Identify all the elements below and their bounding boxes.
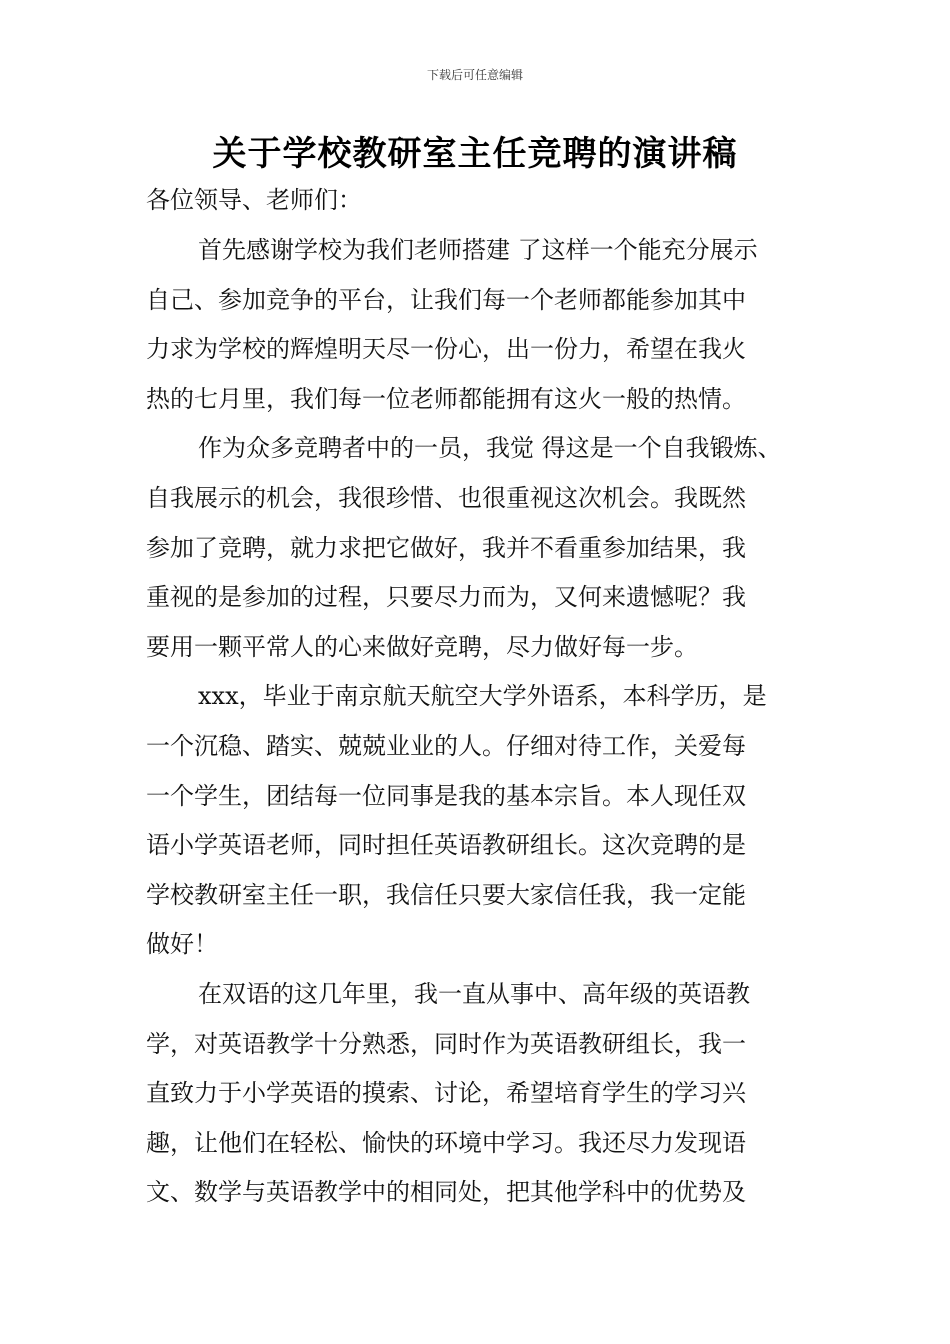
document-title: 关于学校教研室主任竞聘的演讲稿: [212, 134, 738, 174]
text-line: 要用一颗平常人的心来做好竞聘，尽力做好每一步。: [146, 632, 698, 661]
text-line: xxx，毕业于南京航天航空大学外语系，本科学历，是: [198, 682, 767, 711]
text-line: 学，对英语教学十分熟悉，同时作为英语教研组长，我一: [146, 1029, 746, 1058]
text-line: 力求为学校的辉煌明天尽一份心，出一份力，希望在我火: [146, 335, 746, 364]
header-note: 下载后可任意编辑: [426, 68, 523, 82]
text-line: 语小学英语老师，同时担任英语教研组长。这次竞聘的是: [146, 831, 746, 860]
text-line: 自己、参加竞争的平台，让我们每一个老师都能参加其中: [146, 285, 746, 314]
text-line: 直致力于小学英语的摸索、讨论，希望培育学生的学习兴: [146, 1079, 746, 1108]
text-line: 一个沉稳、踏实、兢兢业业的人。仔细对待工作，关爱每: [146, 731, 746, 760]
text-line: 热的七月里，我们每一位老师都能拥有这火一般的热情。: [146, 384, 746, 413]
body-text: [0, 226, 950, 1218]
salutation: 各位领导、老师们：: [146, 186, 362, 214]
text-line: 作为众多竞聘者中的一员，我觉 得这是一个自我锻炼、: [198, 434, 782, 463]
text-line: 重视的是参加的过程，只要尽力而为，又何来遗憾呢？我: [146, 583, 746, 612]
text-line: 在双语的这几年里，我一直从事中、高年级的英语教: [198, 979, 750, 1008]
text-line: 学校教研室主任一职，我信任只要大家信任我，我一定能: [146, 880, 746, 909]
text-line: 趣，让他们在轻松、愉快的环境中学习。我还尽力发现语: [146, 1128, 746, 1157]
text-line: 自我展示的机会，我很珍惜、也很重视这次机会。我既然: [146, 483, 746, 512]
text-line: 参加了竞聘，就力求把它做好，我并不看重参加结果，我: [146, 533, 746, 562]
text-line: 文、数学与英语教学中的相同处，把其他学科中的优势及: [146, 1178, 746, 1207]
text-line: 首先感谢学校为我们老师搭建 了这样一个能充分展示: [198, 236, 758, 264]
text-line: 一个学生，团结每一位同事是我的基本宗旨。本人现任双: [146, 781, 746, 810]
text-line: 做好！: [146, 930, 218, 959]
